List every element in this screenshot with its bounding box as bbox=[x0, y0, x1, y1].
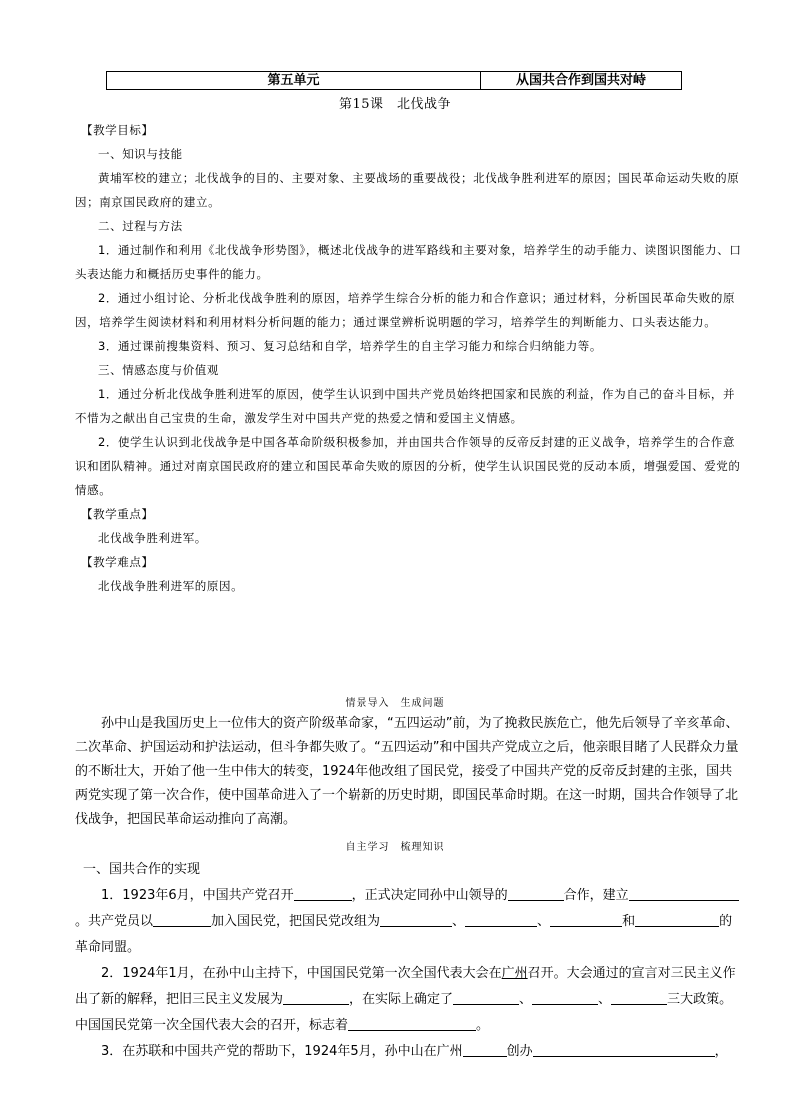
key-point-label: 【教学重点】 bbox=[81, 507, 154, 521]
knowledge-label: 一、知识与技能 bbox=[98, 147, 183, 161]
key-point-text: 北伐战争胜利进军。 bbox=[98, 531, 207, 545]
intro-heading: 情景导入 生成问题 bbox=[345, 698, 445, 709]
question-1: 1．1923年6月，中国共产党召开 ，正式决定同孙中山领导的 合作，建立。共产党员以 加入国民党，把国民党改组为 、 、 和 的革命同盟。 bbox=[75, 883, 743, 961]
intro-text: 孙中山是我国历史上一位伟大的资产阶级革命家，“五四运动”前，为了挽救民族危亡，他先后领导了辛亥革命、二次革命、护国运动和护法运动，但斗争都失败了。“五四运动”和中国共产党成立之后，他亲眼目睹了人民群众力量的不断壮大，开始了他一生中伟大的转变，1924年他改组了国民党，接受了中国共产党的反帝反封建的主张，国共两党实现了第一次合作，使中国革命进入了一个崭新的历史时期，即国民革命时期。在这一时期，国共合作领导了北伐战争，把国民革命运动推向了高潮。 bbox=[75, 716, 739, 827]
lesson-title: 第15课 北伐战争 bbox=[338, 97, 452, 112]
teaching-goals bbox=[75, 118, 745, 598]
blank-field[interactable] bbox=[629, 884, 739, 901]
blank-field[interactable] bbox=[294, 884, 352, 901]
emotion-label: 三、情感态度与价值观 bbox=[98, 363, 219, 377]
unit-number: 第五单元 bbox=[107, 72, 481, 89]
intro-section bbox=[75, 712, 743, 832]
blank-field[interactable] bbox=[508, 884, 564, 901]
blank-field[interactable] bbox=[550, 910, 622, 927]
blank-field[interactable] bbox=[533, 1040, 715, 1057]
process-item-1: 1．通过制作和利用《北伐战争形势图》，概述北伐战争的进军路线和主要对象，培养学生的动手能力、读图识图能力、口头表达能力和概括历史事件的能力。 bbox=[75, 243, 742, 281]
blank-field[interactable] bbox=[283, 988, 349, 1005]
blank-field[interactable] bbox=[611, 988, 667, 1005]
section-label: 一、国共合作的实现 bbox=[83, 862, 201, 877]
blank-field[interactable] bbox=[348, 1014, 476, 1031]
blank-field[interactable] bbox=[635, 910, 719, 927]
self-study-section bbox=[75, 857, 743, 1065]
self-study-heading: 自主学习 梳理知识 bbox=[345, 842, 445, 853]
blank-field[interactable] bbox=[453, 988, 519, 1005]
blank-field[interactable] bbox=[380, 910, 452, 927]
knowledge-text: 黄埔军校的建立；北伐战争的目的、主要对象、主要战场的重要战役；北伐战争胜利进军的原因；国民革命运动失败的原因；南京国民政府的建立。 bbox=[75, 171, 740, 209]
unit-title: 从国共合作到国共对峙 bbox=[515, 73, 646, 88]
process-item-3: 3．通过课前搜集资料、预习、复习总结和自学，培养学生的自主学习能力和综合归纳能力等。 bbox=[98, 339, 603, 353]
blank-field[interactable] bbox=[465, 910, 537, 927]
blank-field[interactable] bbox=[532, 988, 598, 1005]
emotion-item-2: 2．使学生认识到北伐战争是中国各革命阶级积极参加，并由国共合作领导的反帝反封建的正义战争，培养学生的合作意识和团队精神。通过对南京国民政府的建立和国民革命失败的原因的分析，使学生认识国民党的反动本质，增强爱国、爱党的情感。 bbox=[75, 435, 741, 497]
process-label: 二、过程与方法 bbox=[98, 219, 183, 233]
blank-field[interactable] bbox=[463, 1040, 507, 1057]
question-2: 2．1924年1月，在孙中山主持下，中国国民党第一次全国代表大会在广州召开。大会通过的宣言对三民主义作出了新的解释，把旧三民主义发展为 ，在实际上确定了 、 、 三大政策。中国国民党第一次全国代表大会的召开，标志着 。 bbox=[75, 966, 736, 1033]
process-item-2: 2．通过小组讨论、分析北伐战争胜利的原因，培养学生综合分析的能力和合作意识；通过材料，分析国民革命失败的原因，培养学生阅读材料和利用材料分析问题的能力；通过课堂辨析说明题的学习，培养学生的判断能力、口头表达能力。 bbox=[75, 291, 736, 329]
unit-header-table bbox=[106, 71, 682, 90]
question-3: 3．在苏联和中国共产党的帮助下，1924年5月，孙中山在广州 创办 ， bbox=[75, 1039, 743, 1065]
emotion-item-1: 1．通过分析北伐战争胜利进军的原因，使学生认识到中国共产党员始终把国家和民族的利益，作为自己的奋斗目标，并不惜为之献出自己宝贵的生命，激发学生对中国共产党的热爱之情和爱国主义情感。 bbox=[75, 387, 736, 425]
difficulty-text: 北伐战争胜利进军的原因。 bbox=[98, 579, 244, 593]
objectives-label: 【教学目标】 bbox=[81, 123, 154, 137]
blank-field[interactable] bbox=[153, 910, 211, 927]
difficulty-label: 【教学难点】 bbox=[81, 555, 154, 569]
